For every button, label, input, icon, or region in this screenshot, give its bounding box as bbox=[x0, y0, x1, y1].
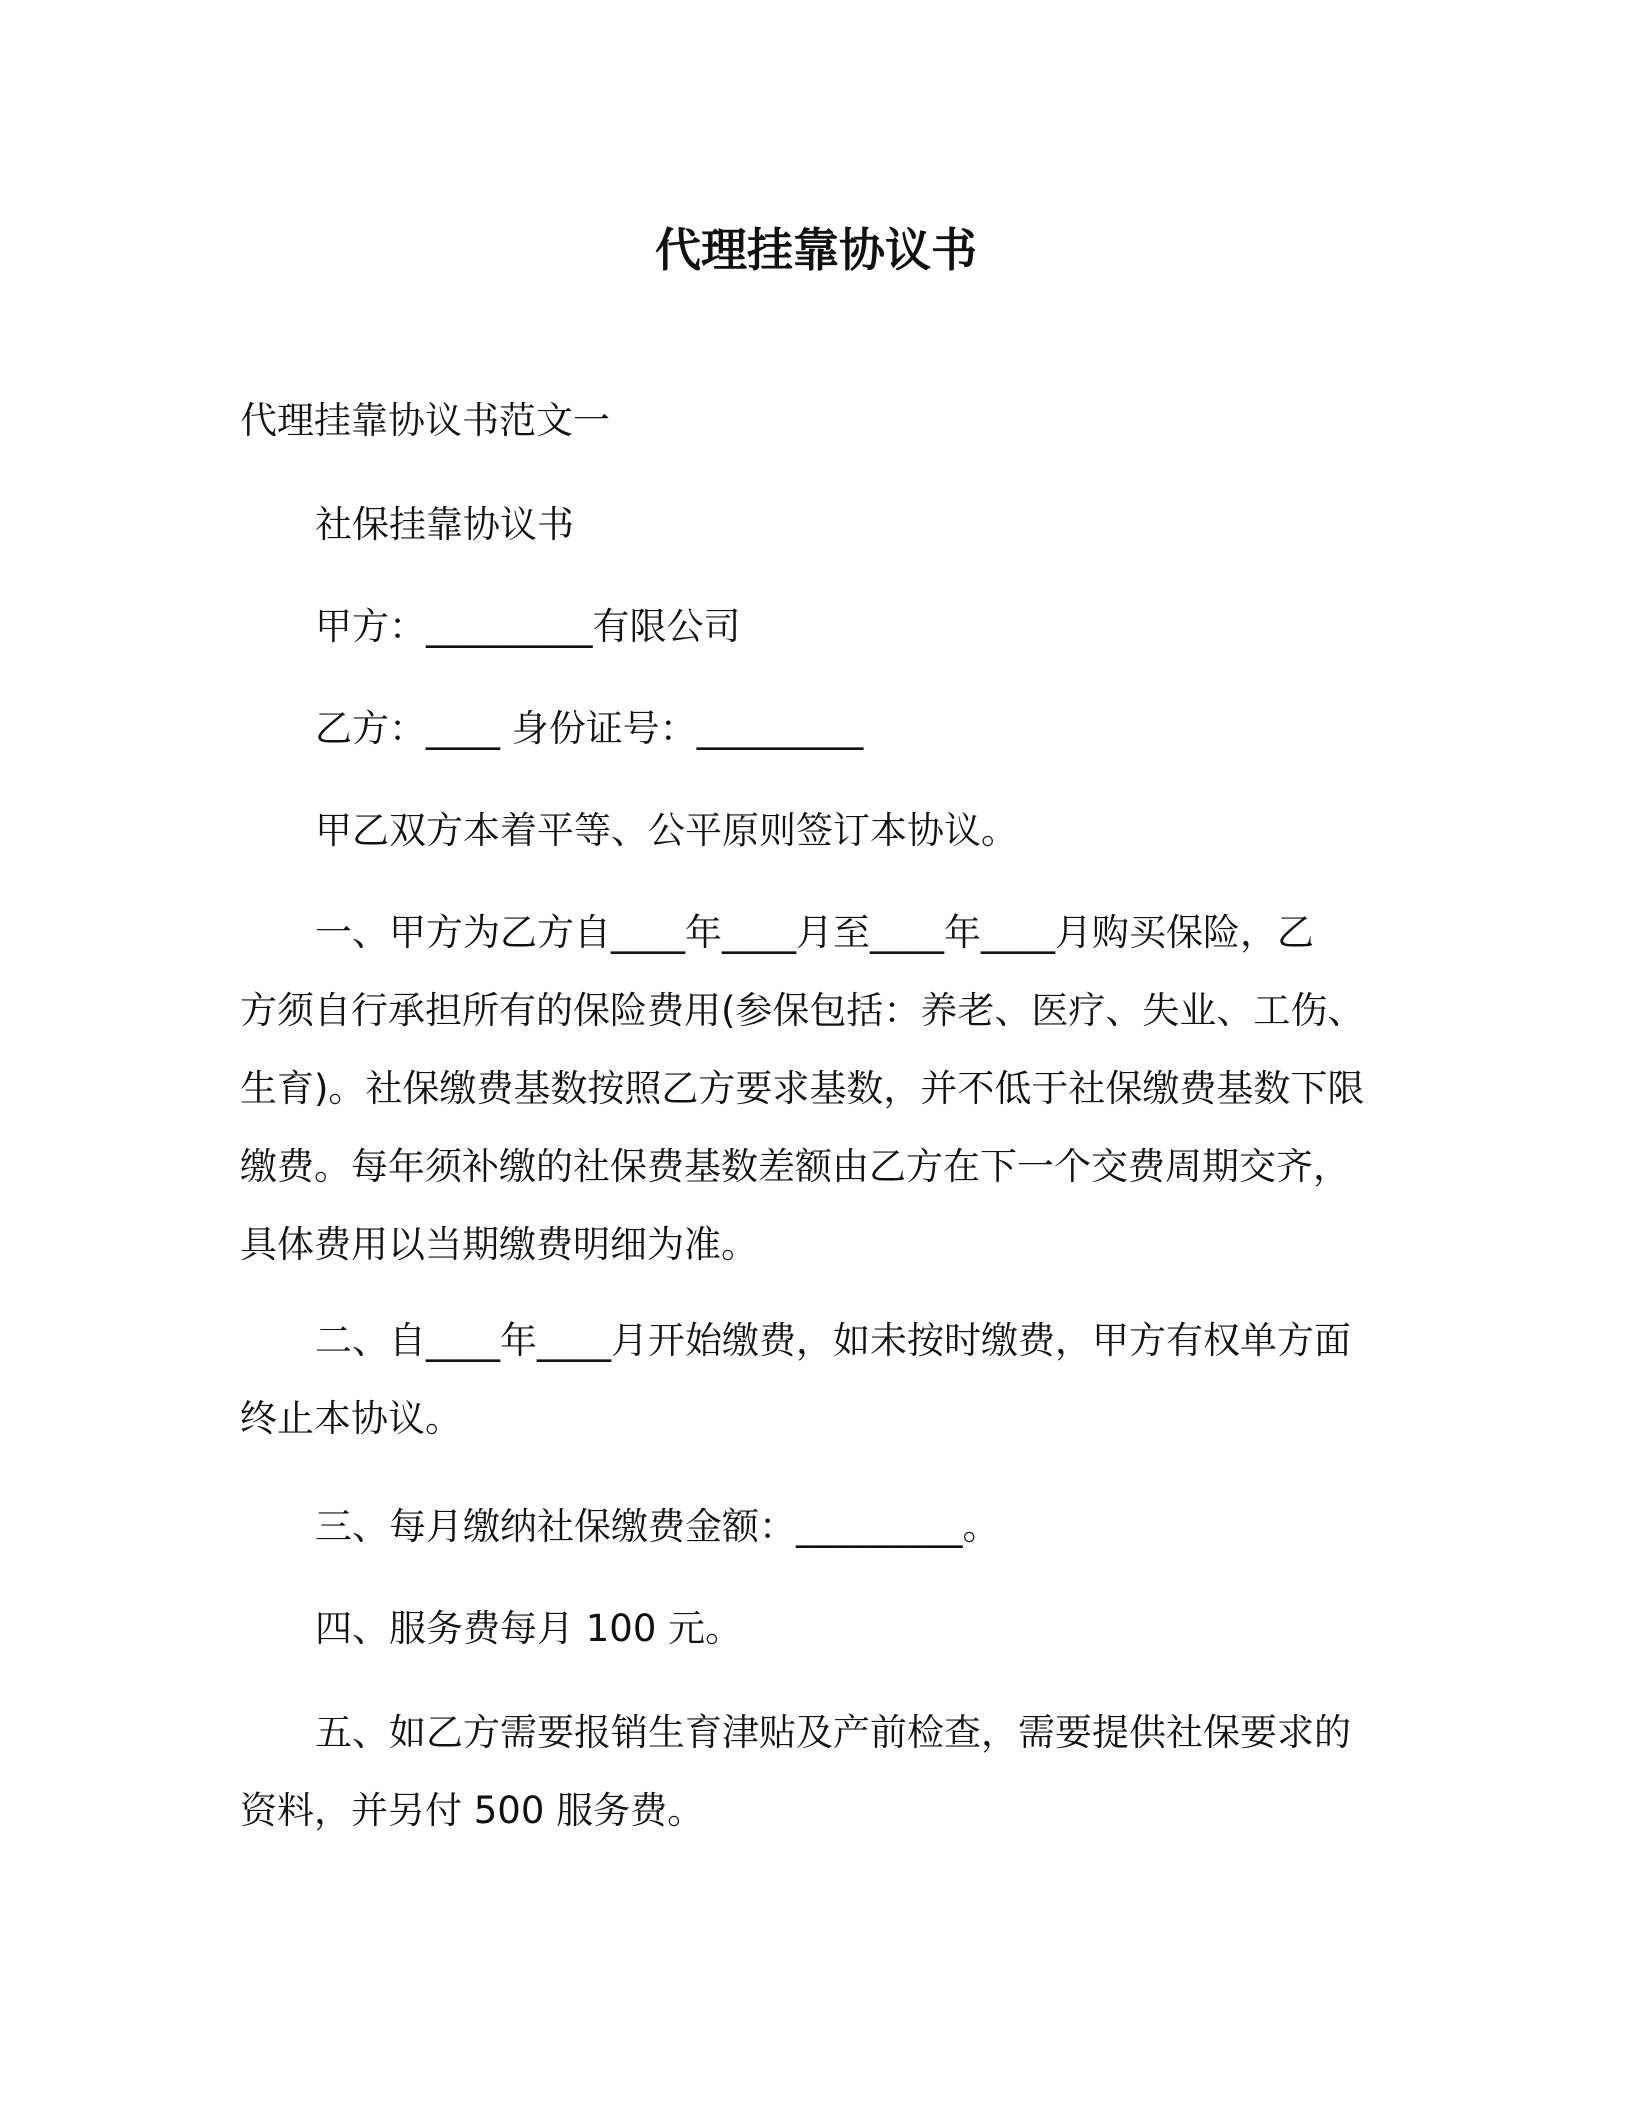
clause-5-line: 五、如乙方需要报销生育津贴及产前检查，需要提供社保要求的 bbox=[315, 1711, 1351, 1754]
clause-2 bbox=[240, 1302, 1372, 1458]
sub-title: 社保挂靠协议书 bbox=[315, 503, 574, 546]
clause-1-line: 方须自行承担所有的保险费用(参保包括：养老、医疗、失业、工伤、 bbox=[240, 989, 1365, 1032]
clause-5 bbox=[240, 1694, 1372, 1850]
clause-3: 三、每月缴纳社保缴费金额：_________。 bbox=[315, 1505, 1000, 1548]
party-a-line: 甲方：_________有限公司 bbox=[315, 605, 741, 648]
clause-5-line: 资料，并另付 500 服务费。 bbox=[240, 1789, 705, 1832]
section-heading: 代理挂靠协议书范文一 bbox=[240, 399, 610, 442]
clause-1-line: 具体费用以当期缴费明细为准。 bbox=[240, 1223, 758, 1266]
clause-1-line: 一、甲方为乙方自____年____月至____年____月购买保险，乙 bbox=[315, 911, 1314, 954]
clause-1-line: 缴费。每年须补缴的社保费基数差额由乙方在下一个交费周期交齐， bbox=[240, 1145, 1350, 1188]
clause-2-line: 二、自____年____月开始缴费，如未按时缴费，甲方有权单方面 bbox=[315, 1319, 1351, 1362]
clause-2-line: 终止本协议。 bbox=[240, 1397, 462, 1440]
clause-4: 四、服务费每月 100 元。 bbox=[315, 1607, 743, 1650]
party-b-line: 乙方：____ 身份证号：_________ bbox=[315, 707, 864, 750]
document-title: 代理挂靠协议书 bbox=[655, 223, 977, 277]
preamble: 甲乙双方本着平等、公平原则签订本协议。 bbox=[315, 809, 1018, 852]
clause-1 bbox=[240, 894, 1372, 1284]
clause-1-line: 生育)。社保缴费基数按照乙方要求基数，并不低于社保缴费基数下限 bbox=[240, 1067, 1365, 1110]
